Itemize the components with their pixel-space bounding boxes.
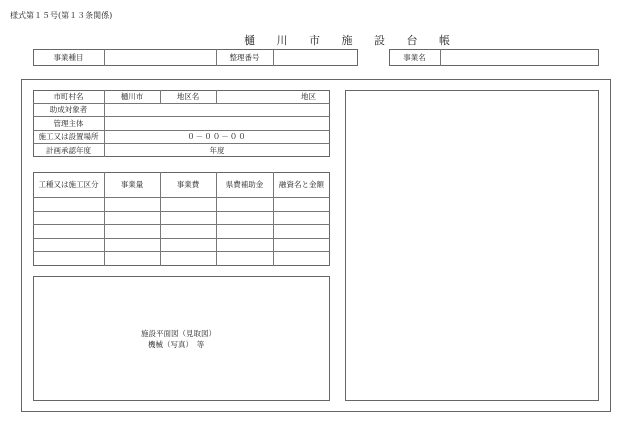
work-table-cell[interactable]: [33, 224, 104, 238]
work-table-cell[interactable]: [104, 238, 160, 251]
page-title: 樋 川 市 施 設 台 帳: [244, 34, 459, 47]
municipality-value: 樋川市: [120, 92, 144, 101]
ref-number-label: 整理番号: [229, 53, 260, 62]
work-table-cell[interactable]: [104, 251, 160, 266]
project-type-label: 事業種目: [53, 53, 84, 62]
work-table-cell[interactable]: [216, 251, 273, 266]
project-name-field[interactable]: [440, 49, 599, 66]
form-label: 様式第１５号(第１３条関係): [10, 11, 113, 20]
work-table-cell[interactable]: [216, 238, 273, 251]
photo-box: [345, 90, 599, 401]
grant-target-field[interactable]: [104, 103, 330, 116]
project-name-label: 事業名: [403, 53, 426, 62]
work-table-cell[interactable]: [273, 251, 330, 266]
municipality-label: 市町村名: [53, 92, 84, 101]
work-col-header-loan: 融資名と金額: [279, 180, 324, 189]
plan-box: [33, 276, 330, 401]
work-table-cell[interactable]: [273, 238, 330, 251]
project-type-field[interactable]: [104, 49, 216, 66]
work-table-cell[interactable]: [33, 197, 104, 211]
work-table-cell[interactable]: [273, 211, 330, 224]
work-table-cell[interactable]: [273, 197, 330, 211]
plan-year-value: 年度: [209, 145, 225, 155]
work-table-cell[interactable]: [216, 197, 273, 211]
work-col-header-quantity: 事業量: [120, 180, 144, 189]
work-col-header-subsidy: 県費補助金: [225, 180, 264, 189]
ref-number-field[interactable]: [273, 49, 358, 66]
manager-field[interactable]: [104, 116, 330, 130]
plan-box-line1: 施設平面図（見取図）: [141, 329, 216, 338]
work-table-cell[interactable]: [160, 238, 216, 251]
plan-year-label: 計画承認年度: [46, 145, 91, 155]
work-table-cell[interactable]: [33, 211, 104, 224]
work-table-cell[interactable]: [104, 211, 160, 224]
work-table-cell[interactable]: [216, 211, 273, 224]
work-table-cell[interactable]: [104, 197, 160, 211]
grant-target-label: 助成対象者: [49, 105, 88, 114]
work-table-cell[interactable]: [33, 251, 104, 266]
district-suffix: 地区: [301, 92, 316, 101]
work-table-cell[interactable]: [33, 238, 104, 251]
work-table-cell[interactable]: [160, 251, 216, 266]
location-label: 施工又は設置場所: [38, 132, 99, 141]
work-table-cell[interactable]: [104, 224, 160, 238]
plan-box-line2: 機械（写真） 等: [148, 340, 205, 349]
location-value: ０－００－００: [187, 132, 247, 141]
district-label: 地区名: [176, 92, 200, 101]
manager-label: 管理主体: [53, 118, 84, 128]
work-table-cell[interactable]: [273, 224, 330, 238]
work-table-cell[interactable]: [160, 211, 216, 224]
work-col-header-cost: 事業費: [176, 180, 200, 189]
work-col-header-category: 工種又は施工区分: [38, 180, 99, 189]
work-table-cell[interactable]: [160, 224, 216, 238]
work-table-cell[interactable]: [216, 224, 273, 238]
work-table-cell[interactable]: [160, 197, 216, 211]
